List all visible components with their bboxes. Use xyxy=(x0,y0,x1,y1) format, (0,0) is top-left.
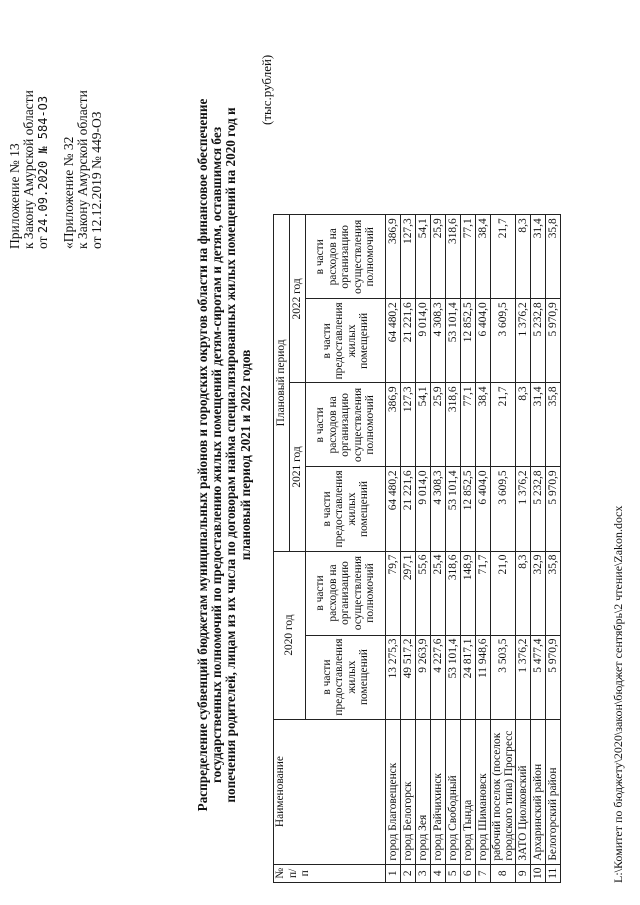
header-org-2020: в части расходов на организацию осуществления полномочий xyxy=(306,551,386,635)
amount-cell: 6 404,0 xyxy=(476,299,491,383)
municipality-name: Белогорский район xyxy=(546,719,561,864)
file-path-footer: L:\Комитет по бюджету\2020\закон\бюджет сентябрь\2 чтение\Zakon.docx xyxy=(611,505,625,883)
row-number: 10 xyxy=(531,864,546,882)
amount-cell: 53 101,4 xyxy=(446,299,461,383)
row-number: 7 xyxy=(476,864,491,882)
amount-cell: 1 376,2 xyxy=(516,467,531,551)
appendix-date-prefix: от xyxy=(35,236,50,249)
appendix-number: Приложение № 13 xyxy=(7,143,22,249)
amount-cell: 77,1 xyxy=(461,215,476,299)
amount-cell: 21,7 xyxy=(491,215,516,299)
amount-cell: 5 970,9 xyxy=(546,467,561,551)
row-number: 11 xyxy=(546,864,561,882)
amount-cell: 9 014,0 xyxy=(416,467,431,551)
amount-cell: 318,6 xyxy=(446,215,461,299)
amount-cell: 32,9 xyxy=(531,551,546,635)
amount-cell: 5 232,8 xyxy=(531,299,546,383)
amount-cell: 21,0 xyxy=(491,551,516,635)
amount-cell: 64 480,2 xyxy=(386,299,401,383)
amount-cell: 79,7 xyxy=(386,551,401,635)
amount-cell: 21 221,6 xyxy=(401,467,416,551)
amount-cell: 21,7 xyxy=(491,383,516,467)
amount-cell: 25,4 xyxy=(431,551,446,635)
amount-cell: 12 852,5 xyxy=(461,467,476,551)
header-2022: 2022 год xyxy=(290,215,306,383)
row-number: 4 xyxy=(431,864,446,882)
header-name: Наименование xyxy=(274,719,386,864)
handwritten-date: 24.09.2020 № 584-ОЗ xyxy=(36,95,50,234)
amount-cell: 71,7 xyxy=(476,551,491,635)
amount-cell: 9 263,9 xyxy=(416,635,431,719)
appendix-law: к Закону Амурской области xyxy=(21,90,36,249)
amount-cell: 127,3 xyxy=(401,383,416,467)
amount-cell: 53 101,4 xyxy=(446,635,461,719)
amount-cell: 386,9 xyxy=(386,215,401,299)
header-planned: Плановый период xyxy=(274,215,290,551)
amount-cell: 24 817,1 xyxy=(461,635,476,719)
table-body xyxy=(386,215,561,883)
appendix-header xyxy=(8,9,50,249)
amount-cell: 4 308,3 xyxy=(431,299,446,383)
row-number: 5 xyxy=(446,864,461,882)
amount-cell: 386,9 xyxy=(386,383,401,467)
header-num: № п/п xyxy=(274,864,386,882)
amount-cell: 297,1 xyxy=(401,551,416,635)
municipality-name: город Свободный xyxy=(446,719,461,864)
unit-label: (тыс.рублей) xyxy=(259,54,274,125)
row-number: 2 xyxy=(401,864,416,882)
appendix-old-date: от 12.12.2019 № 449-ОЗ xyxy=(89,111,104,249)
amount-cell: 13 275,3 xyxy=(386,635,401,719)
subvention-table xyxy=(273,214,561,883)
municipality-name: город Благовещенск xyxy=(386,719,401,864)
amount-cell: 35,8 xyxy=(546,551,561,635)
appendix-date xyxy=(36,9,50,249)
row-number: 3 xyxy=(416,864,431,882)
amount-cell: 8,3 xyxy=(516,551,531,635)
municipality-name: город Тында xyxy=(461,719,476,864)
municipality-name: город Шимановск xyxy=(476,719,491,864)
amount-cell: 318,6 xyxy=(446,551,461,635)
amount-cell: 148,9 xyxy=(461,551,476,635)
amount-cell: 21 221,6 xyxy=(401,299,416,383)
row-number: 8 xyxy=(491,864,516,882)
appendix-old-header xyxy=(62,9,104,249)
row-number: 9 xyxy=(516,864,531,882)
table-row xyxy=(546,215,561,883)
table-row xyxy=(531,215,546,883)
amount-cell: 1 376,2 xyxy=(516,299,531,383)
table-row xyxy=(386,215,401,883)
amount-cell: 3 609,5 xyxy=(491,299,516,383)
table-row xyxy=(431,215,446,883)
table-row xyxy=(461,215,476,883)
header-housing-2022: в части предоставления жилых помещений xyxy=(306,299,386,383)
row-number: 6 xyxy=(461,864,476,882)
appendix-old-law: к Закону Амурской области xyxy=(75,90,90,249)
amount-cell: 11 948,6 xyxy=(476,635,491,719)
header-2021: 2021 год xyxy=(290,383,306,551)
municipality-name: город Зея xyxy=(416,719,431,864)
header-2020: 2020 год xyxy=(274,551,306,719)
row-number: 1 xyxy=(386,864,401,882)
table-row xyxy=(416,215,431,883)
amount-cell: 3 503,5 xyxy=(491,635,516,719)
amount-cell: 38,4 xyxy=(476,215,491,299)
amount-cell: 5 477,4 xyxy=(531,635,546,719)
document-title: Распределение субвенций бюджетам муниципальных районов и городских округов области на финансовое обеспечение государственных полномочий по предоставлению жилых помещений детям-сиротам и детям, оставшимся без попечения родителей, лицам из их числа по договорам найма специализированных жилых помещений на 2020 год и плановый период 2021 и 2022 годов xyxy=(195,98,253,812)
amount-cell: 54,1 xyxy=(416,215,431,299)
amount-cell: 77,1 xyxy=(461,383,476,467)
table-row xyxy=(446,215,461,883)
amount-cell: 127,3 xyxy=(401,215,416,299)
amount-cell: 25,9 xyxy=(431,383,446,467)
amount-cell: 12 852,5 xyxy=(461,299,476,383)
amount-cell: 55,6 xyxy=(416,551,431,635)
amount-cell: 4 308,3 xyxy=(431,467,446,551)
municipality-name: город Белогорск xyxy=(401,719,416,864)
amount-cell: 3 609,5 xyxy=(491,467,516,551)
amount-cell: 5 970,9 xyxy=(546,299,561,383)
amount-cell: 1 376,2 xyxy=(516,635,531,719)
amount-cell: 318,6 xyxy=(446,383,461,467)
amount-cell: 53 101,4 xyxy=(446,467,461,551)
amount-cell: 54,1 xyxy=(416,383,431,467)
amount-cell: 35,8 xyxy=(546,215,561,299)
municipality-name: ЗАТО Циолковский xyxy=(516,719,531,864)
amount-cell: 64 480,2 xyxy=(386,467,401,551)
amount-cell: 38,4 xyxy=(476,383,491,467)
appendix-old-number: «Приложение № 32 xyxy=(61,136,76,249)
amount-cell: 9 014,0 xyxy=(416,299,431,383)
amount-cell: 25,9 xyxy=(431,215,446,299)
table-row xyxy=(516,215,531,883)
table-row xyxy=(491,215,516,883)
amount-cell: 35,8 xyxy=(546,383,561,467)
table-row xyxy=(476,215,491,883)
amount-cell: 4 227,6 xyxy=(431,635,446,719)
municipality-name: Архаринский район xyxy=(531,719,546,864)
amount-cell: 31,4 xyxy=(531,215,546,299)
amount-cell: 5 232,8 xyxy=(531,467,546,551)
amount-cell: 6 404,0 xyxy=(476,467,491,551)
header-org-2021: в части расходов на организацию осуществления полномочий xyxy=(306,383,386,467)
header-housing-2021: в части предоставления жилых помещений xyxy=(306,467,386,551)
header-housing-2020: в части предоставления жилых помещений xyxy=(306,635,386,719)
amount-cell: 49 517,2 xyxy=(401,635,416,719)
amount-cell: 31,4 xyxy=(531,383,546,467)
municipality-name: город Райчихинск xyxy=(431,719,446,864)
amount-cell: 8,3 xyxy=(516,215,531,299)
amount-cell: 8,3 xyxy=(516,383,531,467)
amount-cell: 5 970,9 xyxy=(546,635,561,719)
table-row xyxy=(401,215,416,883)
municipality-name: рабочий поселок (поселок городского типа) Прогресс xyxy=(491,719,516,864)
header-org-2022: в части расходов на организацию осуществления полномочий xyxy=(306,215,386,299)
